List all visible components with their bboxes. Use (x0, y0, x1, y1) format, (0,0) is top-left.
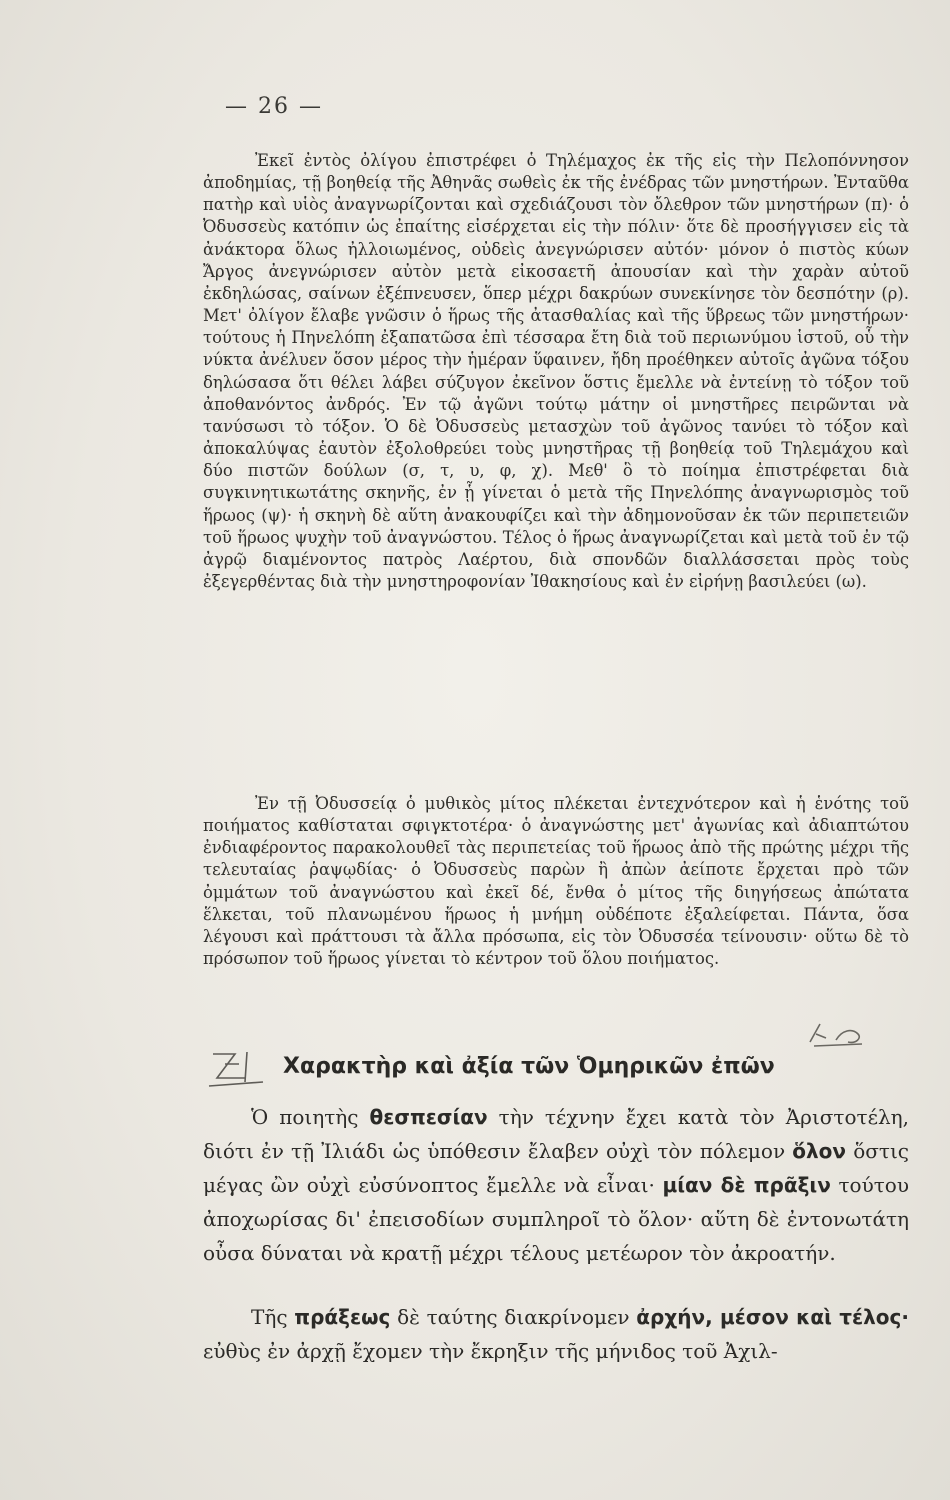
emphasis-term: πράξεως (294, 1305, 391, 1329)
emphasis-term: ἀρχήν, μέσον καὶ τέλος· (636, 1305, 909, 1329)
text-run: εὐθὺς ἐν ἀρχῇ ἔχομεν τὴν ἔκρηξιν τῆς μήνιδος τοῦ Ἀχιλ- (203, 1339, 778, 1363)
section-heading: Χαρακτὴρ καὶ ἀξία τῶν Ὁμηρικῶν ἐπῶν (283, 1054, 775, 1079)
text-run: Τῆς (251, 1305, 295, 1329)
text-run: Ὁ ποιητὴς (251, 1105, 370, 1129)
text-run: τὴν τέχνην ἔχει κατὰ τὸν Ἀριστοτέλη, διότι ἐν τῇ Ἰλιάδι ὡς ὑπόθεσιν ἔλαβεν οὐχὶ τὸν πόλεμον (203, 1105, 909, 1163)
paragraph-odyssey-unity: Ἐν τῇ Ὀδυσσείᾳ ὁ μυθικὸς μίτος πλέκεται ἐντεχνότερον καὶ ἡ ἑνότης τοῦ ποιήματος καθίσταται σφιγκτοτέρα· ὁ ἀναγνώστης μετ' ἀγωνίας καὶ ἀδιαπτώτου ἐνδιαφέροντος παρακολουθεῖ τὰς περιπετείας τοῦ ἥρωος ἀπὸ τῆς πρώτης μέχρι τῆς τελευταίας ῥαψῳδίας· ὁ Ὀδυσσεὺς παρὼν ἢ ἀπὼν ἀείποτε ἔρχεται πρὸ τῶν ὀμμάτων τοῦ ἀναγνώστου καὶ ἐκεῖ δέ, ἔνθα ὁ μίτος τῆς διηγήσεως ἀπώτατα ἕλκεται, τοῦ πλανωμένου ἥρωος ἡ μνήμη οὐδέποτε ἐξαλείφεται. Πάντα, ὅσα λέγουσι καὶ πράττουσι τὰ ἄλλα πρόσωπα, εἰς τὸν Ὀδυσσέα τείνουσιν· οὕτω δὲ τὸ πρόσωπον τοῦ ἥρωος γίνεται τὸ κέντρον τοῦ ὅλου ποιήματος. (203, 794, 909, 969)
paragraph-homeric-art (203, 1100, 909, 1270)
page-number: — 26 — (225, 94, 323, 119)
handwritten-end-mark-icon (806, 1020, 866, 1050)
emphasis-term: μίαν δὲ πρᾶξιν (662, 1173, 831, 1197)
paragraph-odyssey-plot: Ἐκεῖ ἐντὸς ὀλίγου ἐπιστρέφει ὁ Τηλέμαχος ἐκ τῆς εἰς τὴν Πελοπόννησον ἀποδημίας, τῇ βοηθείᾳ τῆς Ἀθηνᾶς σωθεὶς ἐκ τῆς ἐνέδρας τῶν μνηστήρων. Ἐνταῦθα πατὴρ καὶ υἱὸς ἀναγνωρίζονται καὶ σχεδιάζουσι τὸν ὄλεθρον τῶν μνηστήρων (π)· ὁ Ὀδυσσεὺς κατόπιν ὡς ἐπαίτης εἰσέρχεται εἰς τὴν πόλιν· ὅτε δὲ προσήγγισεν εἰς τὰ ἀνάκτορα ὅλως ἠλλοιωμένος, οὐδεὶς ἀνεγνώρισεν αὐτόν· μόνον ὁ πιστὸς κύων Ἄργος ἀνεγνώρισεν αὐτὸν μετὰ εἰκοσαετῆ ἀπουσίαν καὶ τὴν χαρὰν αὐτοῦ ἐκδηλώσας, σαίνων ἐξέπνευσεν, ὅπερ μέχρι δακρύων συνεκίνησε τὸν δεσπότην (ρ). Μετ' ὀλίγον ἔλαβε γνῶσιν ὁ ἥρως τῆς ἀτασθαλίας καὶ τῆς ὕβρεως τῶν μνηστήρων· τούτους ἡ Πηνελόπη ἐξαπατῶσα ἐπὶ τέσσαρα ἔτη διὰ τοῦ περιωνύμου ἱστοῦ, οὗ τὴν νύκτα ἀνέλυεν ὅσον μέρος τὴν ἡμέραν ὕφαινεν, ἤδη προέθηκεν αὐτοῖς ἀγῶνα τόξου δηλώσασα ὅτι θέλει λάβει σύζυγον ἐκεῖνον ὅστις ἔμελλε νὰ ἐντείνῃ τὸ τόξον τοῦ ἀποθανόντος ἀνδρός. Ἐν τῷ ἀγῶνι τούτῳ μάτην οἱ μνηστῆρες πειρῶνται νὰ τανύσωσι τὸ τόξον. Ὁ δὲ Ὀδυσσεὺς μετασχὼν τοῦ ἀγῶνος τανύει τὸ τόξον καὶ ἀποκαλύψας ἑαυτὸν ἐξολοθρεύει τοὺς μνηστῆρας τῇ βοηθείᾳ τοῦ Τηλεμάχου καὶ δύο πιστῶν δούλων (σ, τ, υ, φ, χ). Μεθ' ὃ τὸ ποίημα ἐπιστρέφεται διὰ συγκινητικωτάτης σκηνῆς, ἐν ᾗ γίνεται ὁ μετὰ τῆς Πηνελόπης ἀναγνωρισμὸς τοῦ ἥρωος (ψ)· ἡ σκηνὴ δὲ αὕτη ἀνακουφίζει καὶ τὴν ἀδημονοῦσαν ἐκ τῶν περιπετειῶν τοῦ ἥρωος ψυχὴν τοῦ ἀναγνώστου. Τέλος ὁ ἥρως ἀναγνωρίζεται καὶ μετὰ τοῦ ἐν τῷ ἀγρῷ διαμένοντος πατρὸς Λαέρτου, διὰ σπονδῶν διαλλάσσεται πρὸς τοὺς ἐξεγερθέντας διὰ τὴν μνηστηροφονίαν Ἰθακησίους καὶ ἐν εἰρήνῃ βασιλεύει (ω). (203, 151, 909, 591)
handwritten-section-mark-icon (205, 1046, 267, 1088)
paragraph-action-parts (203, 1300, 909, 1368)
emphasis-term: ὅλον (792, 1139, 847, 1163)
text-run: ὅστις μέγας ὢν οὐχὶ εὐσύνοπτος ἔμελλε νὰ εἶναι· (203, 1139, 909, 1197)
text-run: δὲ ταύτης διακρίνομεν (390, 1305, 637, 1329)
text-run: τούτου ἀποχωρίσας δι' ἐπεισοδίων συμπληροῖ τὸ ὅλον· αὕτη δὲ ἐντονωτάτη οὖσα δύναται νὰ κρατῇ μέχρι τέλους μετέωρον τὸν ἀκροατήν. (203, 1173, 909, 1265)
emphasis-term: θεσπεσίαν (369, 1105, 488, 1129)
